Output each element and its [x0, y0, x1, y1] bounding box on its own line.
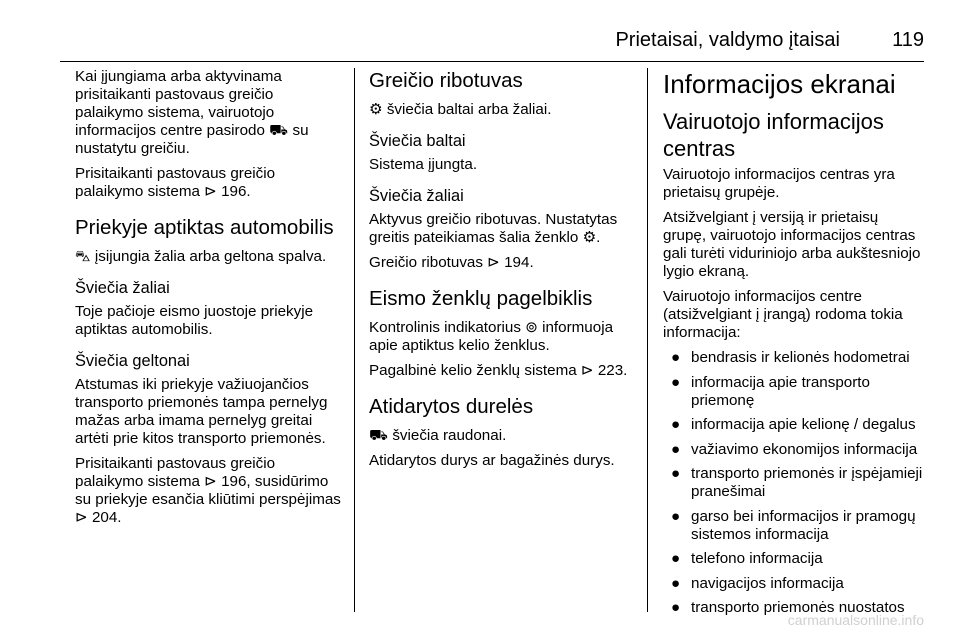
list-item — [663, 441, 925, 459]
section-heading: Atidarytos durelės — [369, 395, 534, 418]
list-item — [663, 465, 925, 501]
subsection-heading: Šviečia žaliai — [75, 279, 170, 297]
list-item-text: navigacijos informacija — [691, 574, 844, 592]
paragraph: Kontrolinis indikatorius ⊚ informuoja apie aptiktus kelio ženklus. — [369, 319, 614, 354]
list-item — [663, 374, 925, 410]
watermark: carmanualsonline.info — [787, 612, 924, 628]
bullet-icon: ● — [671, 550, 681, 567]
paragraph: Atidarytos durys ar bagažinės durys. — [369, 452, 615, 469]
column-divider — [354, 68, 355, 612]
section-heading: Greičio ribotuvas — [369, 69, 523, 92]
list-item-text: bendrasis ir kelionės hodometrai — [691, 349, 910, 366]
bullet-icon: ● — [671, 349, 681, 366]
paragraph: Atsižvelgiant į versiją ir prietaisų grupę, vairuotojo informacijos centras gali turėti viduriniojo arba aukštesniojo lygio ekraną. — [663, 209, 921, 280]
list-item — [663, 575, 925, 593]
info-list — [663, 349, 925, 617]
page-header — [60, 26, 924, 62]
paragraph: Toje pačioje eismo juostoje priekyje aptiktas automobilis. — [75, 303, 314, 338]
paragraph: Atstumas iki priekyje važiuojančios transporto priemonės tampa pernelyg mažas arba imama pernelyg greitai artėti prie kitos transporto priemonės. — [75, 376, 328, 447]
list-item-text: garso bei informacijos ir pramogų sistemos informacija — [691, 507, 916, 543]
list-item — [663, 508, 925, 544]
chapter-heading: Informacijos ekranai — [663, 69, 896, 99]
paragraph: Vairuotojo informacijos centre (atsižvelgiant į įrangą) rodoma tokia informacija: — [663, 288, 903, 341]
paragraph: ⛟ šviečia raudonai. — [369, 427, 507, 444]
page-title: Prietaisai, valdymo įtaisai — [615, 29, 840, 51]
column-right — [663, 68, 925, 616]
paragraph: Vairuotojo informacijos centras yra prietaisų grupėje. — [663, 166, 895, 201]
list-item — [663, 550, 925, 568]
list-item-text: telefono informacija — [691, 550, 823, 567]
list-item-text: važiavimo ekonomijos informacija — [691, 440, 918, 458]
paragraph: Greičio ribotuvas ⊳ 194. — [369, 254, 534, 271]
bullet-icon: ● — [671, 465, 681, 482]
list-item-text: informacija apie kelionę / degalus — [691, 416, 916, 433]
bullet-icon: ● — [671, 416, 681, 433]
list-item-text: informacija apie transporto priemonę — [691, 373, 870, 409]
list-item — [663, 349, 925, 367]
subsection-heading: Šviečia žaliai — [369, 187, 464, 205]
column-divider — [647, 68, 648, 612]
column-left — [75, 68, 341, 612]
paragraph: Prisitaikanti pastovaus greičio palaikymo sistema ⊳ 196, susidūrimo su priekyje esančia kliūtimi perspėjimas ⊳ 204. — [75, 455, 341, 526]
bullet-icon: ● — [671, 440, 681, 458]
page-number: 119 — [892, 29, 924, 51]
list-item-text: transporto priemonės nuostatos — [691, 599, 905, 616]
column-middle — [369, 68, 635, 612]
bullet-icon: ● — [671, 574, 681, 592]
paragraph: Sistema įjungta. — [369, 156, 478, 173]
paragraph: ⛍ įsijungia žalia arba geltona spalva. — [75, 248, 327, 265]
paragraph: ⚙ šviečia baltai arba žaliai. — [369, 101, 552, 118]
bullet-icon: ● — [671, 373, 681, 391]
list-item — [663, 416, 925, 434]
paragraph: Aktyvus greičio ribotuvas. Nustatytas greitis pateikiamas šalia ženklo ⚙. — [369, 211, 618, 246]
paragraph: Kai įjungiama arba aktyvinama prisitaikanti pastovaus greičio palaikymo sistema, vairuotojo informacijos centre pasirodo ⛟ su nustatytu greičiu. — [75, 68, 309, 157]
list-item-text: transporto priemonės ir įspėjamieji pranešimai — [691, 465, 923, 500]
section-heading: Priekyje aptiktas automobilis — [75, 216, 334, 239]
paragraph: Prisitaikanti pastovaus greičio palaikymo sistema ⊳ 196. — [75, 165, 276, 200]
header-divider — [60, 61, 924, 62]
section-heading: Vairuotojo informacijos centras — [663, 109, 884, 161]
subsection-heading: Šviečia geltonai — [75, 352, 190, 370]
paragraph: Pagalbinė kelio ženklų sistema ⊳ 223. — [369, 362, 628, 379]
subsection-heading: Šviečia baltai — [369, 132, 466, 150]
section-heading: Eismo ženklų pagelbiklis — [369, 287, 593, 310]
bullet-icon: ● — [671, 507, 681, 525]
bullet-icon: ● — [671, 599, 681, 616]
